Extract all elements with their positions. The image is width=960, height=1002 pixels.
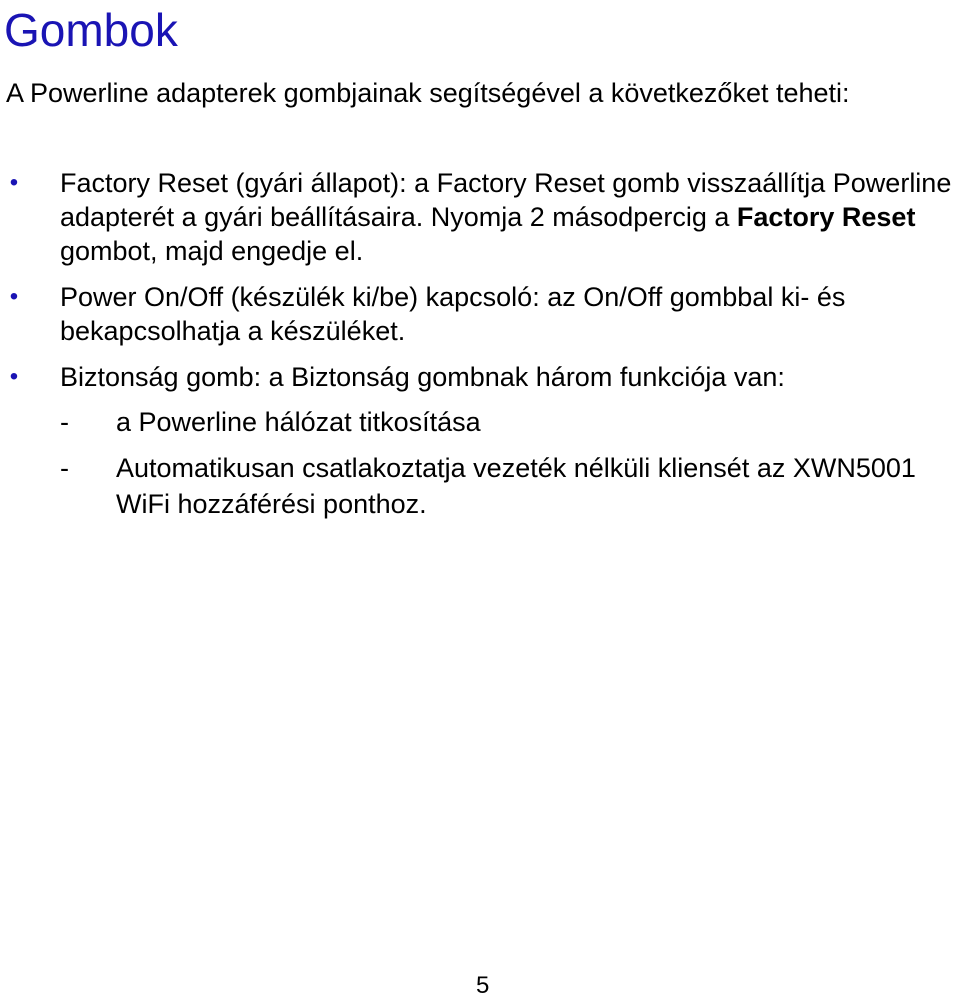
factory-reset-bold-label: Factory Reset xyxy=(736,202,916,232)
dash-marker: - xyxy=(60,453,69,483)
sublist-item-encryption xyxy=(60,404,960,440)
wifi-connect-text: Automatikusan csatlakoztatja vezeték nélküli kliensét az XWN5001 WiFi hozzáférési ponthoz. xyxy=(116,453,916,519)
button-functions-list xyxy=(0,166,960,534)
list-item-power-switch xyxy=(0,280,960,348)
power-switch-text: Power On/Off (készülék ki/be) kapcsoló: az On/Off gombbal ki- és bekapcsolhatja a készüléket. xyxy=(60,282,846,346)
security-functions-sublist xyxy=(60,404,960,522)
factory-reset-text-after: gombot, majd engedje el. xyxy=(60,236,364,266)
page-title: Gombok xyxy=(4,4,178,56)
intro-paragraph: A Powerline adapterek gombjainak segítségével a következőket teheti: xyxy=(6,78,850,108)
page-number: 5 xyxy=(476,972,490,999)
bullet-icon: • xyxy=(9,169,19,196)
security-button-text: Biztonság gomb: a Biztonság gombnak három funkciója van: xyxy=(60,362,785,392)
bullet-icon: • xyxy=(9,283,19,310)
encryption-text: a Powerline hálózat titkosítása xyxy=(116,407,481,437)
bullet-icon: • xyxy=(9,363,19,390)
factory-reset-text-before: Factory Reset (gyári állapot): a Factory Reset gomb visszaállítja Powerline adapterét a gyári beállításaira. Nyomja 2 másodpercig a xyxy=(60,168,952,232)
dash-marker: - xyxy=(60,407,69,437)
list-item-factory-reset xyxy=(0,166,960,268)
sublist-item-wifi-connect xyxy=(60,450,960,522)
list-item-security-button xyxy=(0,360,960,522)
